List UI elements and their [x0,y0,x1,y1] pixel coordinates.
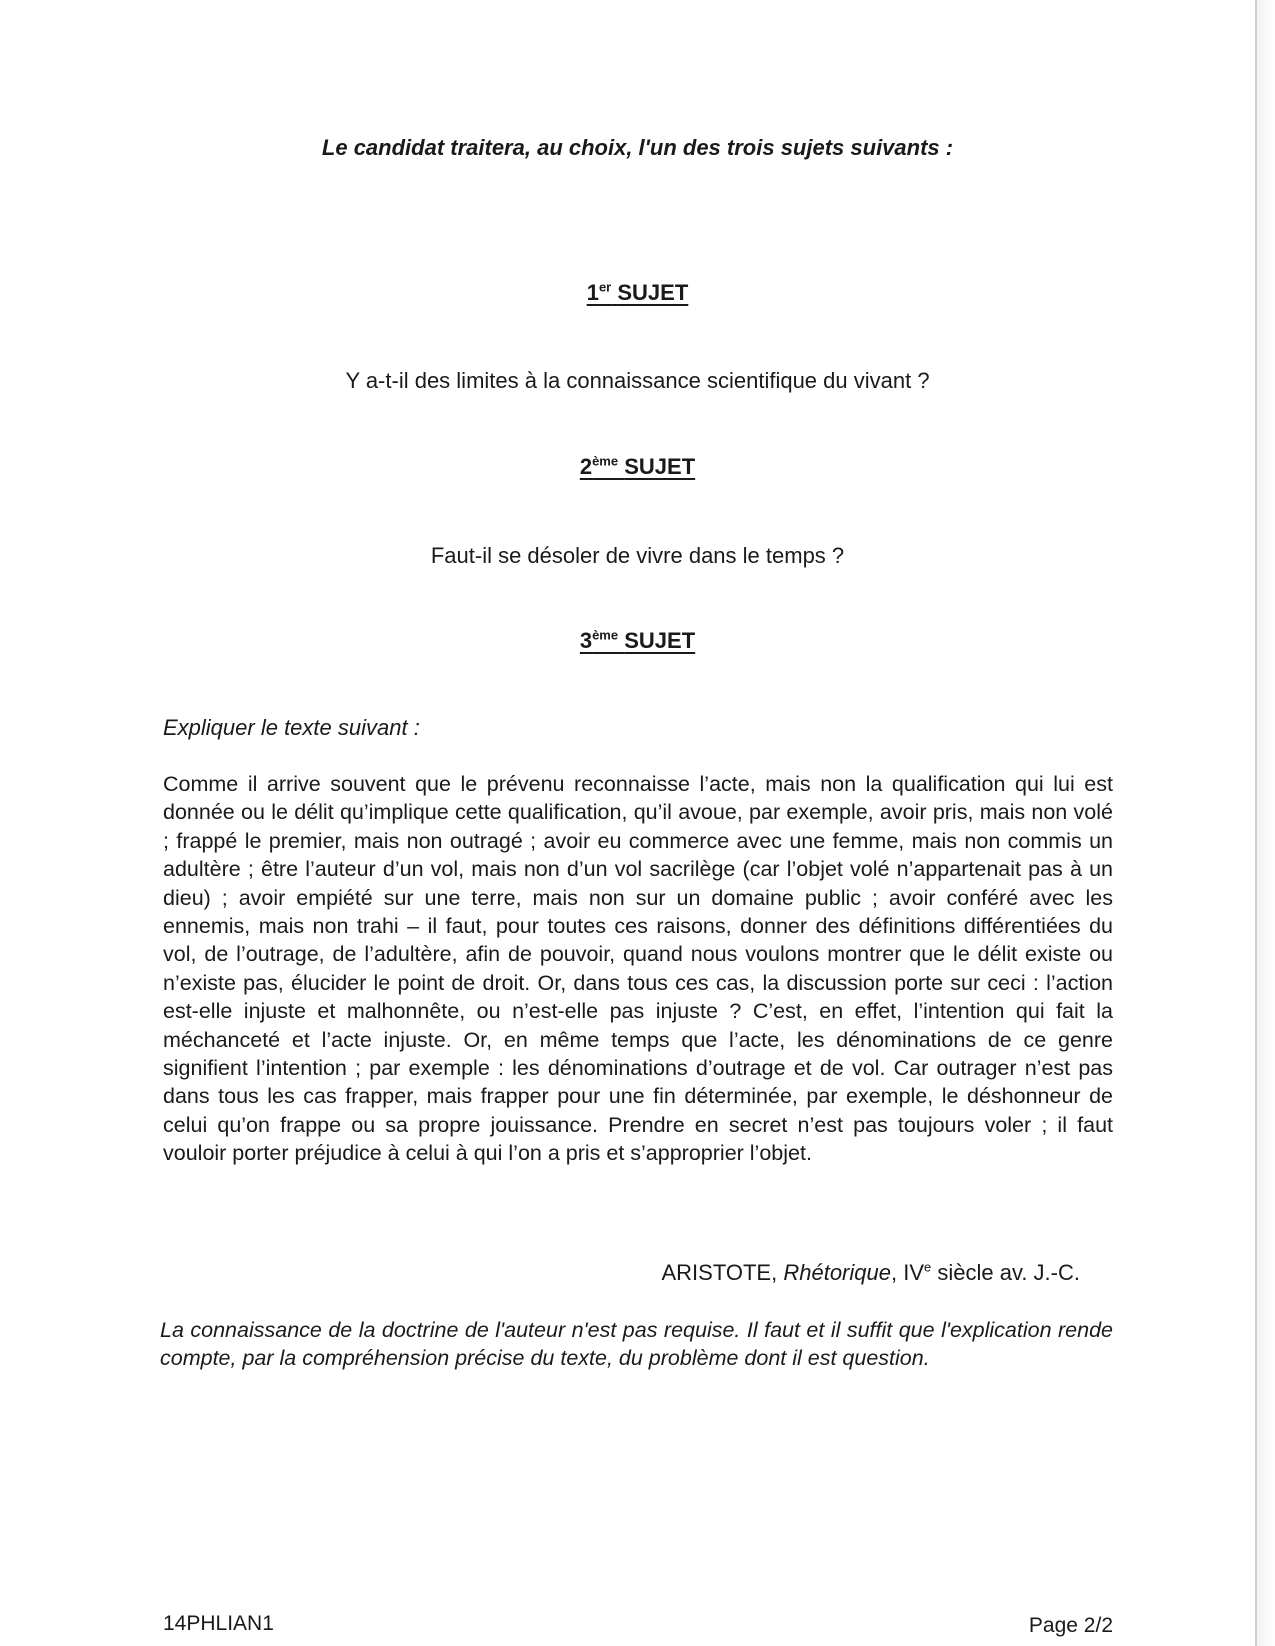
subject-2-label: SUJET [624,454,696,479]
subject-3-suffix: ème [592,627,619,643]
page-edge [1255,0,1257,1646]
page-number: Page 2/2 [1028,1614,1113,1637]
subject-1-number: 1 [586,280,599,305]
citation-work: Rhétorique [783,1260,891,1285]
subject-2-heading [0,454,1275,480]
citation-century: IV [903,1260,925,1285]
subject-1-question: Y a-t-il des limites à la connaissance scientifique du vivant ? [345,368,930,393]
subject-1-label: SUJET [617,280,689,305]
subject-3-number: 3 [579,628,593,653]
subject-1-heading [0,280,1275,306]
intro-instruction: Le candidat traitera, au choix, l'un des trois sujets suivants : [321,135,954,160]
citation: ARISTOTE, Rhétorique, IVe siècle av. J.-C. [661,1259,1080,1285]
subject-2-suffix: ème [592,453,619,469]
subject-3-label: SUJET [624,628,696,653]
subject-2-number: 2 [579,454,593,479]
exam-code: 14PHLIAN1 [163,1612,274,1635]
subject-2-question: Faut-il se désoler de vivre dans le temps ? [430,543,845,568]
citation-author: ARISTOTE, [661,1260,778,1285]
philosophy-passage: Comme il arrive souvent que le prévenu reconnaisse l’acte, mais non la qualification qui lui est donnée ou le délit qu’implique cette qualification, qu’il avoue, par exemple, avoir pris, mais non volé ; frappé le premier, mais non outragé ; avoir eu commerce avec une femme, mais non commis un adultère ; être l’auteur d’un vol, mais non d’un vol sacrilège (car l’objet volé n’appartenait pas à un dieu) ; avoir empiété sur une terre, mais non sur un domaine public ; avoir conféré avec les ennemis, mais non trahi – il faut, pour toutes ces raisons, donner des définitions différentiées du vol, de l’outrage, de l’adultère, afin de pouvoir, quand nous voulons montrer que le délit existe ou n’existe pas, élucider le point de droit. Or, dans tous ces cas, la discussion porte sur ceci : l’action est-elle injuste et malhonnête, ou n’est-elle pas injuste ? C’est, en effet, l’intention qui fait la méchanceté et l’acte injuste. Or, en même temps que l’acte, les dénominations de ce genre signifient l’intention ; par exemple : les dénominations d’outrage et de vol. Car outrager n’est pas dans tous les cas frapper, mais frapper pour une fin déterminée, par exemple, le déshonneur de celui qu’on frappe ou sa propre jouissance. Prendre en secret n’est pas toujours voler ; il faut vouloir porter préjudice à celui à qui l’on a pris et s’approprier l’objet. [163,772,1113,1166]
page-edge-shadow [1257,0,1275,1646]
subject-1-suffix: er [598,279,612,295]
text-instruction: Expliquer le texte suivant : [163,715,420,740]
citation-century-suffix: e [924,1259,932,1275]
citation-date: siècle av. J.-C. [937,1260,1080,1285]
explanation-note: La connaissance de la doctrine de l'auteur n'est pas requise. Il faut et il suffit que l'explication rende compte, par la compréhension précise du texte, du problème dont il est question. [160,1318,1113,1371]
subject-3-heading [0,628,1275,654]
